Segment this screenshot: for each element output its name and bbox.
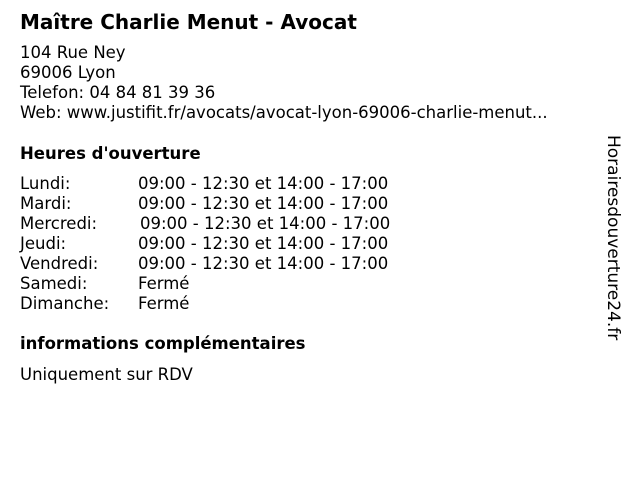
- day-label: Mercredi:: [20, 214, 98, 233]
- website-link: Web: www.justifit.fr/avocats/avocat-lyon-69006-charlie-menut...: [20, 103, 548, 122]
- additional-info-heading: informations complémentaires: [20, 334, 306, 353]
- additional-info-text: Uniquement sur RDV: [20, 365, 193, 384]
- day-label: Mardi:: [20, 194, 72, 213]
- page-title: Maître Charlie Menut - Avocat: [20, 10, 357, 34]
- time-value: 09:00 - 12:30 et 14:00 - 17:00: [138, 234, 389, 253]
- site-watermark: Horairesdouverture24.fr: [603, 135, 623, 341]
- time-value: 09:00 - 12:30 et 14:00 - 17:00: [140, 214, 391, 233]
- day-label: Samedi:: [20, 274, 88, 293]
- address-street: 104 Rue Ney: [20, 43, 126, 62]
- phone-number: Telefon: 04 84 81 39 36: [20, 83, 216, 102]
- address-block: [20, 43, 548, 123]
- address-city: 69006 Lyon: [20, 63, 116, 82]
- opening-hours-heading: Heures d'ouverture: [20, 144, 201, 163]
- day-label: Jeudi:: [20, 234, 67, 253]
- time-value: 09:00 - 12:30 et 14:00 - 17:00: [138, 174, 389, 193]
- time-value: 09:00 - 12:30 et 14:00 - 17:00: [138, 194, 389, 213]
- time-value: Fermé: [138, 294, 190, 313]
- day-label: Dimanche:: [20, 294, 110, 313]
- time-value: 09:00 - 12:30 et 14:00 - 17:00: [138, 254, 389, 273]
- time-value: Fermé: [138, 274, 190, 293]
- day-label: Lundi:: [20, 174, 71, 193]
- day-label: Vendredi:: [20, 254, 99, 273]
